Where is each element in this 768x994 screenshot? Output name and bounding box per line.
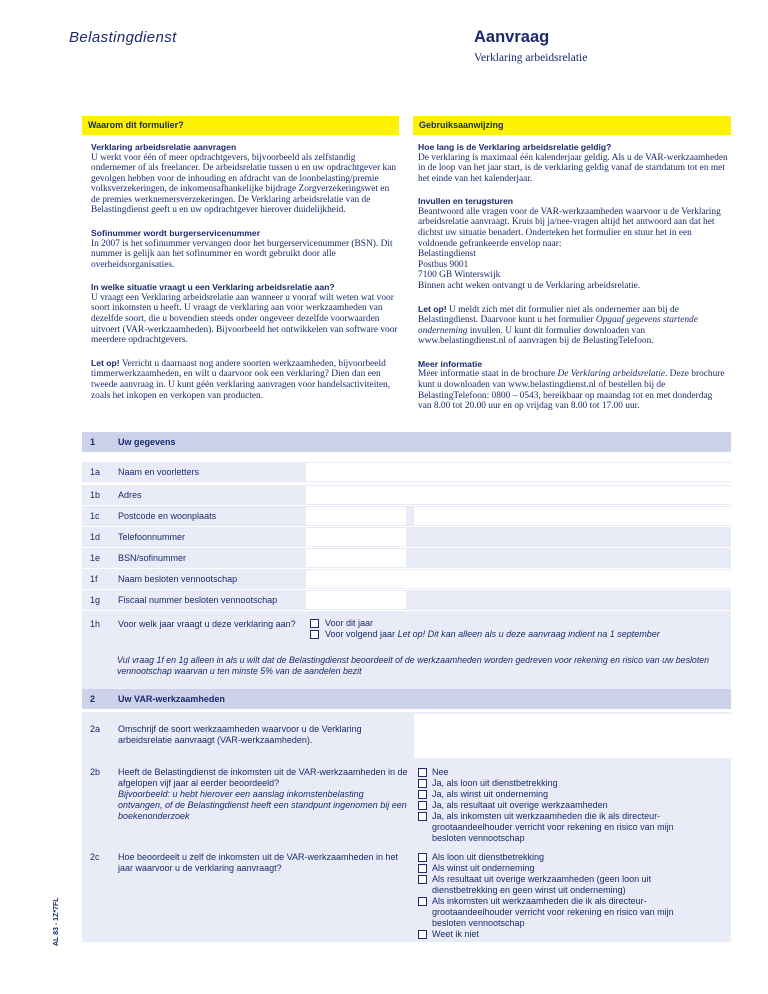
option-label: Nee (432, 767, 449, 777)
question-row-1b (82, 485, 731, 505)
nee-checkbox[interactable] (418, 768, 427, 777)
question-label: Naam en voorletters (118, 467, 200, 477)
question-number: 2c (90, 852, 100, 862)
company-name-input[interactable] (306, 570, 731, 588)
section-1-note: Vul vraag 1f en 1g alleen in als u wilt dat de Belastingdienst beoordeelt of de werkzaamheden worden gedreven voor rekening en risico van uw besloten vennootschap waarvan u ten minste 5% van de aandelen bezit (117, 655, 710, 676)
left-column-heading-bar: Waarom dit formulier? (82, 116, 399, 135)
question-row-1g (82, 590, 731, 610)
question-label: Voor welk jaar vraagt u deze verklaring aan? (118, 619, 296, 629)
paragraph: U werkt voor één of meer opdrachtgevers, bijvoorbeeld als zelfstandig ondernemer of als freelancer. De arbeidsrelatie tussen u en uw opdrachtgever kan gevolgen hebben voor de inhouding en afdracht van de loonbelasting/premie volksverzekeringen, de inkomensafhankelijke bijdrage Zorgverzekeringswet en de premies werknemersverzekeringen. De Verklaring arbeidsrelatie van de Belastingdienst geeft u en uw opdrachtgever hierover duidelijkheid. (91, 152, 397, 216)
question-row-1h (82, 611, 731, 689)
question-number: 1e (90, 553, 101, 563)
resultaat-checkbox[interactable] (418, 801, 427, 810)
paragraph-text: Verricht u daarnaast nog andere soorten werkzaamheden, bijvoorbeeld timmerwerkzaamheden, en wilt u daarvoor ook een verklaring? Dien dan een tweede aanvraag in. U kunt géén verklaring aanvragen voor handelsactiviteiten, zoals het inkopen en verkopen van producten. (91, 358, 391, 401)
paragraph-text: Meer informatie staat in de brochure (418, 369, 558, 380)
next-year-checkbox[interactable] (310, 630, 319, 639)
winst-checkbox[interactable] (418, 864, 427, 873)
address-line: Belastingdienst (418, 249, 476, 260)
section-heading: Hoe lang is de Verklaring arbeidsrelatie geldig? (418, 142, 612, 152)
question-text: Heeft de Belastingdienst de inkomsten uit de VAR-werkzaamheden in de afgelopen vijf jaar al eerder beoordeeld? (118, 767, 408, 788)
weet-niet-checkbox[interactable] (418, 930, 427, 939)
question-label: BSN/sofinummer (118, 553, 187, 563)
option-label: Ja, als winst uit onderneming (432, 789, 549, 799)
section-title: Uw gegevens (118, 437, 176, 447)
loon-checkbox[interactable] (418, 779, 427, 788)
question-row-1a (82, 462, 731, 482)
section-number: 2 (90, 694, 96, 704)
paragraph: De verklaring is maximaal één kalenderjaar geldig. Als u de VAR-werkzaamheden in de loop van het jaar start, is de verklaring geldig vanaf de startdatum tot en met het einde van het kalenderjaar. (418, 152, 728, 184)
company-tax-number-input[interactable] (306, 591, 406, 609)
question-row-2c (82, 844, 731, 942)
question-number: 1b (90, 490, 101, 500)
name-input[interactable] (306, 463, 731, 481)
postcode-input[interactable] (306, 507, 406, 525)
paragraph-text: . Deze brochure kunt u downloaden van www.belastingdienst.nl of bestellen bij de BelastingTelefoon: 0800 – 0543, bereikbaar op maandag tot en met donderdag van 8.00 tot 20.00 uur en op vrijdag van 8.00 tot 17.00 uur. (418, 369, 725, 412)
question-row-1c (82, 506, 731, 526)
work-description-input[interactable] (414, 714, 731, 758)
question-label (118, 767, 408, 822)
option-label: Ja, als resultaat uit overige werkzaamheden (432, 800, 608, 810)
address-input[interactable] (306, 486, 731, 504)
question-label: Fiscaal nummer besloten vennootschap (118, 595, 278, 605)
option-label: Ja, als loon uit dienstbetrekking (432, 778, 558, 788)
option-label: Als loon uit dienstbetrekking (432, 852, 545, 862)
warning-lead: Let op! (91, 357, 120, 368)
paragraph (418, 369, 728, 411)
paragraph: Binnen acht weken ontvangt u de Verklaring arbeidsrelatie. (418, 280, 641, 291)
section-heading: Invullen en terugsturen (418, 196, 514, 207)
question-label: Omschrijf de soort werkzaamheden waarvoor u de Verklaring arbeidsrelatie aanvraagt (VAR-werkzaamheden). (118, 724, 362, 745)
paragraph: Beantwoord alle vragen voor de VAR-werkzaamheden waarvoor u de Verklaring arbeidsrelatie aanvraagt. Kruis bij ja/nee-vragen altijd het antwoord aan dat het dichtst uw situatie benadert. Onderteken het formulier en stuur het in een voldoende gefrankeerde envelop naar: (418, 206, 721, 249)
form-title: Aanvraag (474, 28, 550, 46)
option-label: Als winst uit onderneming (432, 863, 535, 873)
form-subtitle: Verklaring arbeidsrelatie (474, 52, 588, 64)
question-number: 1h (90, 619, 101, 629)
question-label: Naam besloten vennootschap (118, 574, 238, 584)
bsn-input[interactable] (306, 549, 406, 567)
organization-name: Belastingdienst (69, 29, 177, 46)
section-title: Uw VAR-werkzaamheden (118, 694, 225, 704)
question-row-1d (82, 527, 731, 547)
paragraph-text: invullen. U kunt dit formulier downloaden van www.belastingdienst.nl of aanvragen bij de BelastingTelefoon. (418, 325, 654, 347)
option-label: Weet ik niet (432, 929, 479, 939)
this-year-checkbox[interactable] (310, 619, 319, 628)
section-heading: In welke situatie vraagt u een Verklaring arbeidsrelatie aan? (91, 282, 335, 293)
section-number: 1 (90, 437, 96, 447)
option-warning: Let op! Dit kan alleen als u deze aanvraag indient na 1 september (397, 629, 660, 639)
question-number: 2a (90, 724, 101, 734)
question-row-1e (82, 548, 731, 568)
winst-checkbox[interactable] (418, 790, 427, 799)
left-info-column (91, 142, 399, 401)
question-label: Telefoonnummer (118, 532, 186, 542)
right-column-heading-bar: Gebruiksaanwijzing (413, 116, 731, 135)
paragraph: U vraagt een Verklaring arbeidsrelatie aan wanneer u vooraf wilt weten wat voor soort inkomsten u heeft. U vraagt de verklaring aan voor werkzaamheden van dezelfde soort, die u bovendien steeds onder ongeveer dezelfde voorwaarden uitvoert (VAR-werkzaamheden). Bijvoorbeeld het ontwikkelen van software voor meerdere opdrachtgevers. (91, 292, 398, 346)
section-2-header (82, 689, 731, 709)
paragraph-text: U meldt zich met dit formulier niet als ondernemer aan bij de Belastingdienst. Daarvoor kunt u het formulier (418, 304, 679, 326)
option-label: Als inkomsten uit werkzaamheden die ik als directeur-grootaandeelhouder verricht voor rekening en risico van mijn besloten vennootschap (432, 896, 674, 928)
loon-checkbox[interactable] (418, 853, 427, 862)
dga-checkbox[interactable] (418, 897, 427, 906)
option-label: Ja, als inkomsten uit werkzaamheden die ik als directeur-grootaandeelhouder verricht voor rekening en risico van mijn besloten vennootschap (432, 811, 674, 843)
section-heading: Sofinummer wordt burgerservicenummer (91, 228, 261, 239)
question-number: 1f (90, 574, 98, 584)
section-heading: Verklaring arbeidsrelatie aanvragen (91, 142, 237, 152)
resultaat-checkbox[interactable] (418, 875, 427, 884)
brochure-name: De Verklaring arbeidsrelatie (557, 369, 665, 380)
option-text: Voor volgend jaar (325, 629, 398, 639)
dga-checkbox[interactable] (418, 812, 427, 821)
address-line: 7100 GB Winterswijk (418, 270, 501, 281)
question-number: 1a (90, 467, 101, 477)
address-line: Postbus 9001 (418, 259, 469, 270)
question-label: Hoe beoordeelt u zelf de inkomsten uit de VAR-werkzaamheden in het jaar waarvoor u de verklaring aanvraagt? (118, 852, 398, 873)
option-label (325, 629, 660, 640)
phone-input[interactable] (306, 528, 406, 546)
paragraph: In 2007 is het sofinummer vervangen door het burgerservicenummer (BSN). Dit nummer is gelijk aan het sofinummer en wordt gebruikt door alle overheidsorganisaties. (91, 238, 393, 270)
question-row-1f (82, 569, 731, 589)
question-number: 1g (90, 595, 101, 605)
option-label: Voor dit jaar (325, 618, 374, 628)
form-code: AL 83 - 1Z*7FL (53, 897, 60, 946)
question-number: 2b (90, 767, 101, 777)
form-name: Opgaaf gegevens startende onderneming (418, 315, 698, 336)
question-row-2b (82, 760, 731, 844)
question-row-2a (82, 712, 731, 760)
paragraph (91, 358, 399, 401)
section-heading: Meer informatie (418, 358, 482, 369)
section-1-header (82, 432, 731, 452)
option-label: Als resultaat uit overige werkzaamheden (geen loon uit dienstbetrekking en geen winst uit onderneming) (432, 874, 652, 895)
question-label: Postcode en woonplaats (118, 511, 217, 521)
paragraph (418, 304, 728, 347)
question-number: 1d (90, 532, 101, 542)
question-hint: Bijvoorbeeld: u hebt hierover een aanslag inkomstenbelasting ontvangen, of de Belastingdienst heeft een standpunt ingenomen bij een boekenonderzoek (118, 789, 407, 821)
city-input[interactable] (414, 507, 731, 525)
question-number: 1c (90, 511, 100, 521)
warning-lead: Let op! (418, 303, 447, 314)
right-info-column (418, 142, 728, 412)
question-label: Adres (118, 490, 142, 500)
